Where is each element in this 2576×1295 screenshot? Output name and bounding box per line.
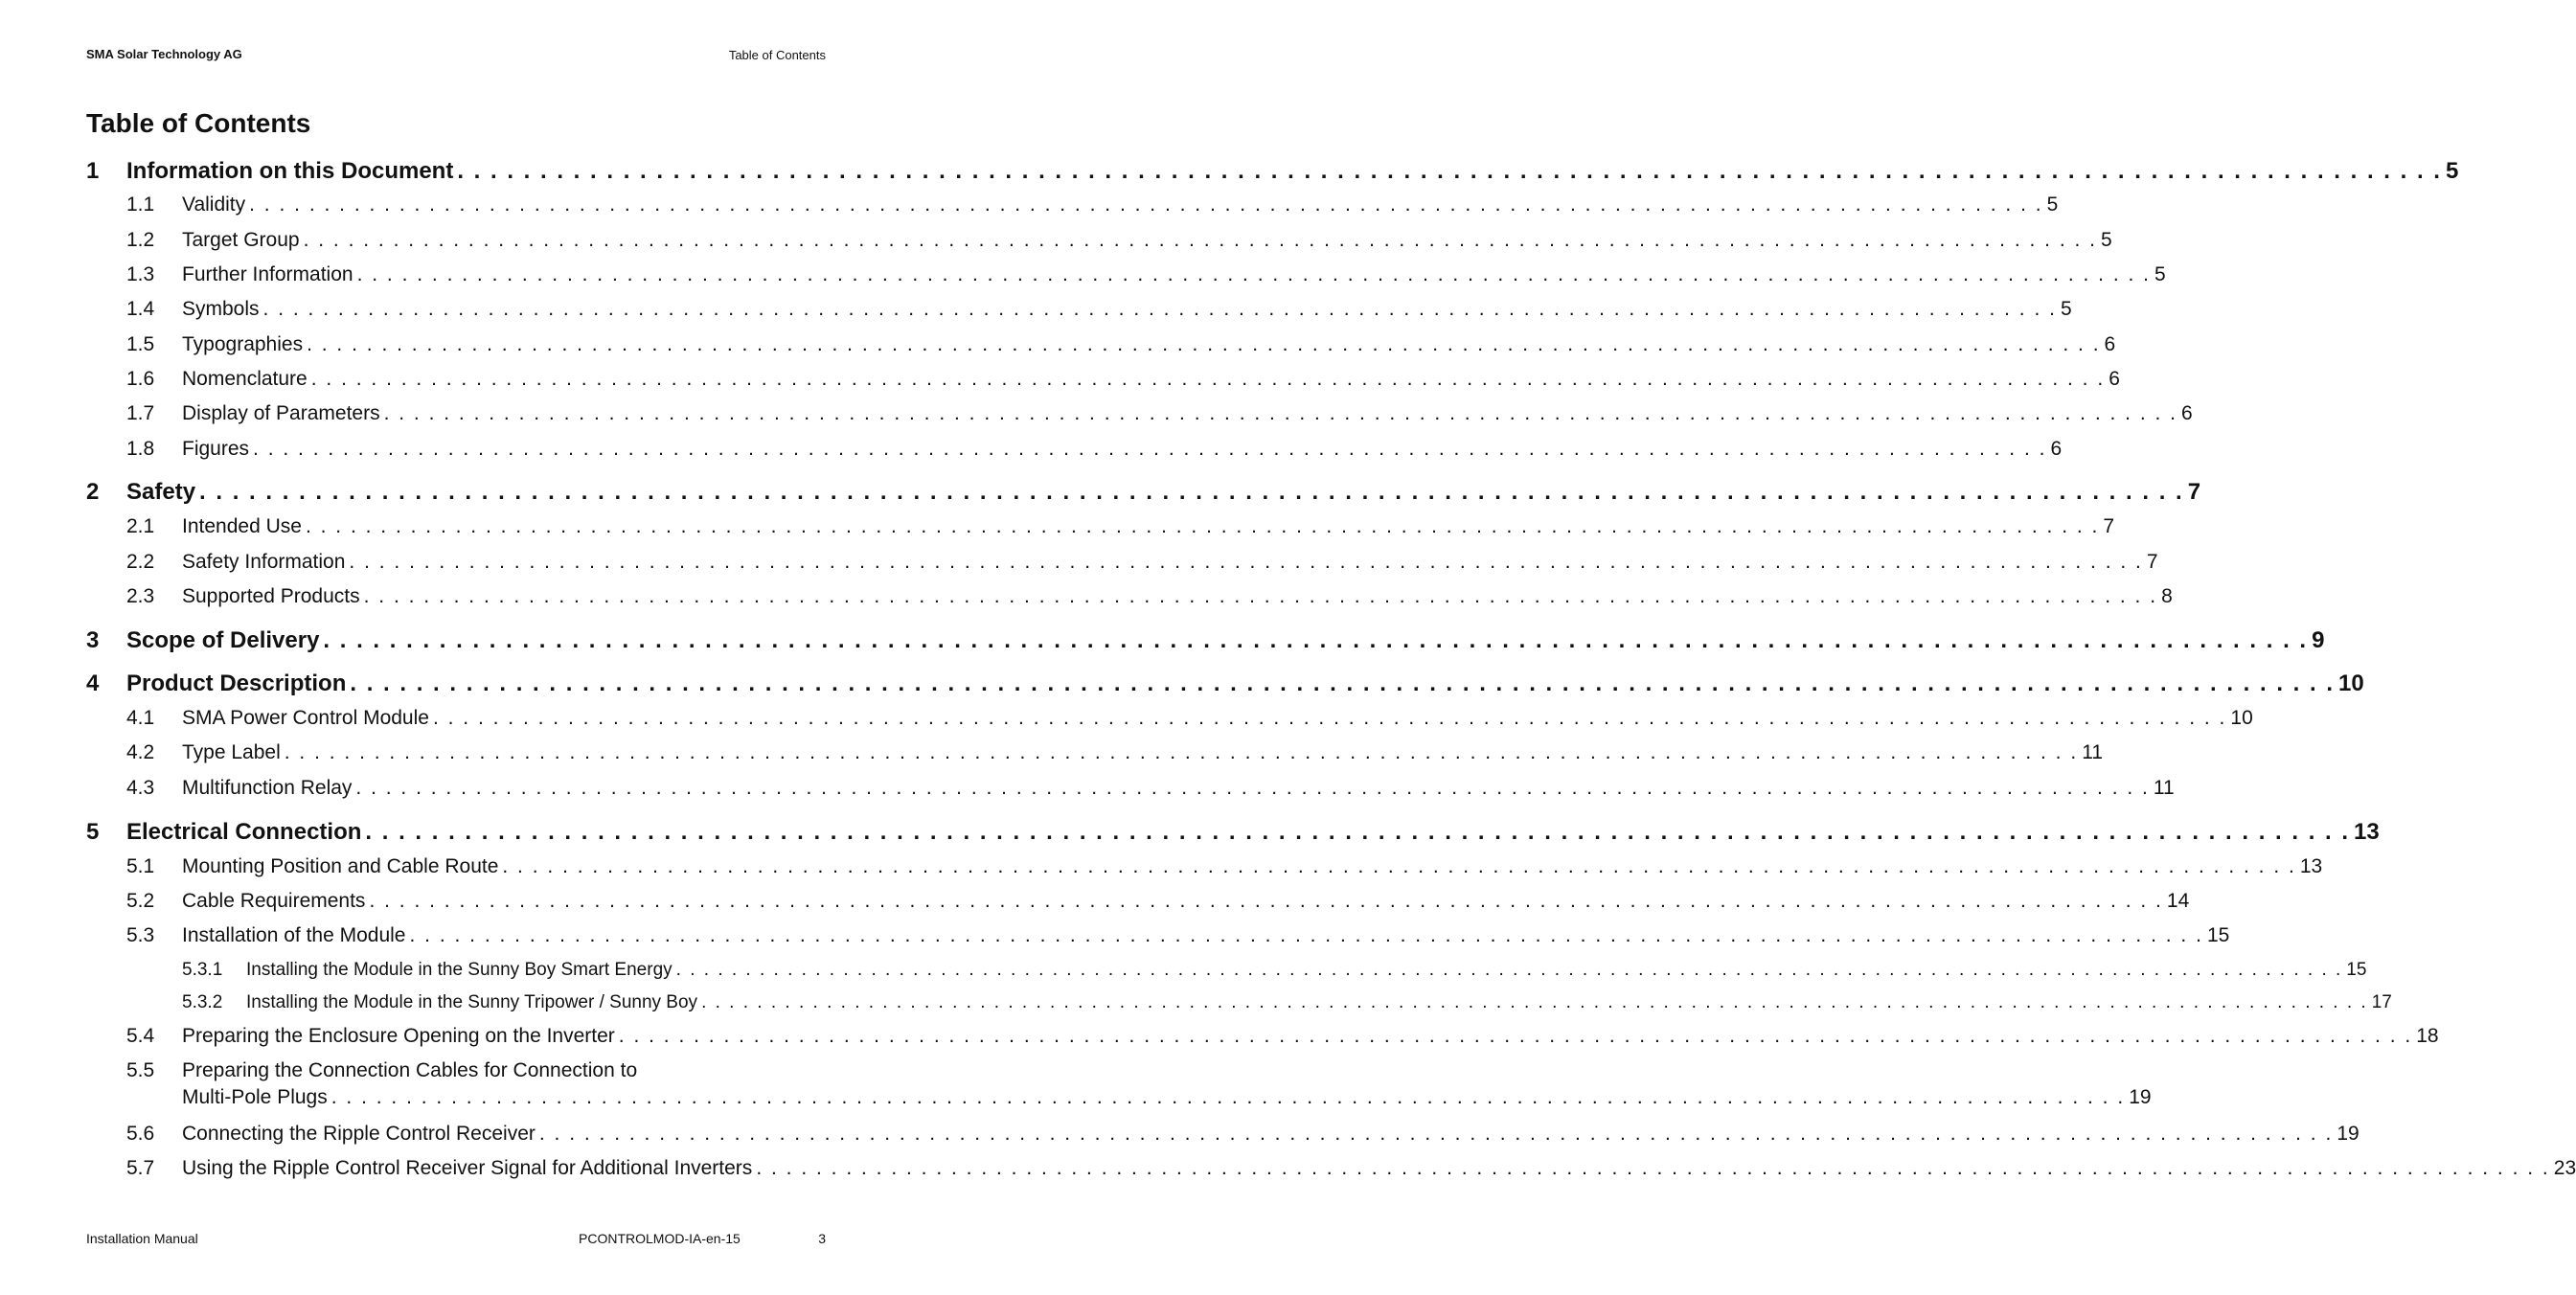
toc-entry-number: 4.2 [126,741,155,763]
toc-entry-page: 15 [2346,960,2367,980]
toc-entry-title: Preparing the Enclosure Opening on the Inverter [182,1025,615,1047]
toc-dot-leader: . . . . . . . . . . . . . . . . . . . . . . . . . . . . . . . . . . . . . . . . . . . . . . . . . . . . . . . . . . . . . . . . . . . . . . . . . . . . . . . . . . . . . . . . . . . . . . . . . . . . . . . . . . . . . . . . . . . . . . . . [349,551,2143,573]
toc-entry-5-3-2[interactable] [86,992,2392,1013]
toc-entry-page: 11 [2082,741,2104,763]
toc-dot-leader: . . . . . . . . . . . . . . . . . . . . . . . . . . . . . . . . . . . . . . . . . . . . . . . . . . . . . . . . . . . . . . . . . . . . . . . . . . . . . . . . . . . . . . . . . . . . . . . . . . . . . . . . . . . . . . . . . . . . . . . . [756,1157,2550,1179]
toc-dot-leader: . . . . . . . . . . . . . . . . . . . . . . . . . . . . . . . . . . . . . . . . . . . . . . . . . . . . . . . . . . . . . . . . . . . . . . . . . . . . . . . . . . . . . . . . . . . . . . . . . . . . . . . . . . . . . . . . . . . . . . . . [303,229,2098,251]
toc-entry-5-7[interactable] [86,1157,2576,1180]
toc-entry-1-3[interactable] [86,263,2166,286]
toc-entry-5-4[interactable] [86,1025,2439,1048]
toc-entry-number: 1 [86,158,100,184]
toc-dot-leader: . . . . . . . . . . . . . . . . . . . . . . . . . . . . . . . . . . . . . . . . . . . . . . . . . . . . . . . . . . . . . . . . . . . . . . . . . . . . . . . . . . . . . . . . . . . . . . . . . . . . . . . . . . . . . . . . . . . . . . . . [305,515,2100,537]
toc-entry-1-6[interactable] [86,368,2120,391]
toc-entry-5-1[interactable] [86,855,2323,878]
toc-dot-leader: . . . . . . . . . . . . . . . . . . . . . . . . . . . . . . . . . . . . . . . . . . . . . . . . . . . . . . . . . . . . . . . . . . . . . . . . . . . . . . . . . . . . . . . . . . . . . . . . . . . . . . . . . . . . . . . . . . . . . . . . [457,158,2442,184]
toc-entry-number: 2.1 [126,515,155,537]
toc-entry-1[interactable] [86,158,2459,185]
toc-entry-title: Safety Information [182,551,346,573]
toc-entry-title: Installation of the Module [182,924,406,946]
toc-entry-page: 7 [2146,551,2158,573]
toc-entry-number: 5.3 [126,924,155,946]
toc-entry-title: Display of Parameters [182,402,380,424]
toc-entry-page: 7 [2103,515,2115,537]
toc-entry-page: 18 [2416,1025,2439,1047]
toc-entry-number: 5.5 [126,1059,155,1081]
toc-entry-number: 1.7 [126,402,155,424]
toc-dot-leader: . . . . . . . . . . . . . . . . . . . . . . . . . . . . . . . . . . . . . . . . . . . . . . . . . . . . . . . . . . . . . . . . . . . . . . . . . . . . . . . . . . . . . . . . . . . . . . . . . . . . . . . . . . . . . . . . . . . . . . . . [369,890,2163,912]
toc-entry-title: Preparing the Connection Cables for Connection to [182,1059,638,1081]
toc-entry-number: 1.1 [126,193,155,216]
toc-dot-leader: . . . . . . . . . . . . . . . . . . . . . . . . . . . . . . . . . . . . . . . . . . . . . . . . . . . . . . . . . . . . . . . . . . . . . . . . . . . . . . . . . . . . . . . . . . . . . . . . . . . . . . . . . . . . . . . . . . . . . . . . [323,627,2309,653]
toc-entry-title: Product Description [126,670,347,696]
toc-entry-number: 5.2 [126,890,155,912]
toc-entry-title: Cable Requirements [182,890,366,912]
toc-entry-title: Symbols [182,298,260,320]
toc-entry-page: 17 [2371,992,2392,1012]
toc-dot-leader: . . . . . . . . . . . . . . . . . . . . . . . . . . . . . . . . . . . . . . . . . . . . . . . . . . . . . . . . . . . . . . . . . . . . . . . . . . . . . . . . . . . . . . . . . . . . . . . . . . . . . . . . . . . . . . . . . . . . . . . . [199,479,2184,505]
toc-entry-title: Target Group [182,229,300,251]
toc-entry-title: Further Information [182,263,353,285]
toc-entry-2[interactable] [86,479,2201,506]
footer-document-name: Installation Manual [86,1231,198,1246]
toc-entry-number: 5.3.2 [182,992,223,1012]
page-title: Table of Contents [86,108,311,138]
footer-document-code: PCONTROLMOD-IA-en-15 [579,1231,741,1246]
toc-entry-title: SMA Power Control Module [182,707,429,729]
toc-entry-number: 5.7 [126,1157,155,1179]
toc-entry-number: 5.1 [126,855,155,877]
toc-dot-leader: . . . . . . . . . . . . . . . . . . . . . . . . . . . . . . . . . . . . . . . . . . . . . . . . . . . . . . . . . . . . . . . . . . . . . . . . . . . . . . . . . . . . . . . . . . . . . . . . . . . . . . . . . . . . . . . . . . . . . . . . [409,924,2203,946]
toc-entry-5-2[interactable] [86,890,2190,913]
toc-dot-leader: . . . . . . . . . . . . . . . . . . . . . . . . . . . . . . . . . . . . . . . . . . . . . . . . . . . . . . . . . . . . . . . . . . . . . . . . . . . . . . . . . . . . . . . . . . . . . . . . . . . . . . . . . . . . . . . . . . . . . . . . [249,193,2043,216]
toc-entry-5-6[interactable] [86,1123,2359,1146]
toc-entry-page: 13 [2354,819,2380,845]
toc-entry-page: 6 [2109,368,2120,390]
toc-entry-number: 2.3 [126,585,155,607]
toc-entry-page: 23 [2553,1157,2576,1179]
toc-entry-1-8[interactable] [86,438,2063,461]
toc-entry-page: 7 [2187,479,2201,505]
toc-entry-4[interactable] [86,670,2364,697]
toc-entry-title: Multifunction Relay [182,777,353,799]
toc-entry-1-7[interactable] [86,402,2193,425]
toc-dot-leader: . . . . . . . . . . . . . . . . . . . . . . . . . . . . . . . . . . . . . . . . . . . . . . . . . . . . . . . . . . . . . . . . . . . . . . . . . . . . . . . . . . . . . . . . . . . . . . . . . . . . . . . . . . . . . . . . . . . . . . . . [284,741,2079,763]
toc-entry-page: 5 [2101,229,2112,251]
toc-entry-title: Electrical Connection [126,819,362,845]
toc-entry-2-3[interactable] [86,585,2173,608]
toc-entry-number: 2 [86,479,100,505]
toc-entry-1-5[interactable] [86,333,2116,356]
toc-entry-page: 10 [2338,670,2364,696]
toc-dot-leader: . . . . . . . . . . . . . . . . . . . . . . . . . . . . . . . . . . . . . . . . . . . . . . . . . . . . . . . . . . . . . . . . . . . . . . . . . . . . . . . . . . . . . . . . . . . . . . . . . . . . . . . . . . . . . . . . . . . . . . . . [331,1086,2126,1108]
toc-entry-title: Installing the Module in the Sunny Tripower / Sunny Boy [246,992,698,1012]
toc-entry-4-1[interactable] [86,707,2253,730]
toc-entry-title: Type Label [182,741,281,763]
toc-entry-page: 15 [2206,924,2230,946]
footer-page-number: 3 [818,1231,826,1246]
toc-entry-title: Scope of Delivery [126,627,320,653]
toc-entry-title: Using the Ripple Control Receiver Signal for Additional Inverters [182,1157,753,1179]
toc-entry-2-1[interactable] [86,515,2115,538]
toc-entry-page: 9 [2312,627,2325,653]
toc-entry-5-3-1[interactable] [86,960,2367,981]
toc-entry-title: Information on this Document [126,158,454,184]
toc-entry-title-continued: Multi-Pole Plugs [182,1086,328,1108]
toc-dot-leader: . . . . . . . . . . . . . . . . . . . . . . . . . . . . . . . . . . . . . . . . . . . . . . . . . . . . . . . . . . . . . . . . . . . . . . . . . . . . . . . . . . . . . . . . . . . . . . . . . . . . . . . . . . . . . . . . . . . . . . . . [502,855,2296,877]
toc-entry-1-4[interactable] [86,298,2072,321]
toc-entry-page: 8 [2161,585,2173,607]
toc-entry-2-2[interactable] [86,551,2158,574]
toc-entry-5[interactable] [86,819,2380,846]
toc-entry-title: Connecting the Ripple Control Receiver [182,1123,536,1145]
toc-dot-leader: . . . . . . . . . . . . . . . . . . . . . . . . . . . . . . . . . . . . . . . . . . . . . . . . . . . . . . . . . . . . . . . . . . . . . . . . . . . . . . . . . . . . . . . . . . . . . . . . . . . . . . . . . . . . . . . . . . . . . . . . [701,992,2368,1012]
toc-entry-page: 10 [2230,707,2253,729]
page-header-company: SMA Solar Technology AG [86,47,242,61]
toc-entry-title: Intended Use [182,515,302,537]
toc-entry-title: Validity [182,193,246,216]
toc-entry-number: 1.2 [126,229,155,251]
toc-entry-number: 1.5 [126,333,155,355]
toc-entry-page: 6 [2104,333,2116,355]
toc-entry-1-2[interactable] [86,229,2112,252]
toc-entry-title: Installing the Module in the Sunny Boy Smart Energy [246,960,672,980]
toc-entry-page: 6 [2050,438,2063,460]
toc-entry-title: Figures [182,438,250,460]
toc-entry-number: 5.4 [126,1025,155,1047]
toc-entry-5-3[interactable] [86,924,2230,947]
toc-entry-number: 3 [86,627,100,653]
toc-dot-leader: . . . . . . . . . . . . . . . . . . . . . . . . . . . . . . . . . . . . . . . . . . . . . . . . . . . . . . . . . . . . . . . . . . . . . . . . . . . . . . . . . . . . . . . . . . . . . . . . . . . . . . . . . . . . . . . . . . . . . . . . [363,585,2158,607]
toc-entry-title: Supported Products [182,585,360,607]
toc-entry-page: 6 [2181,402,2193,424]
toc-entry-number: 1.6 [126,368,155,390]
toc-entry-title: Mounting Position and Cable Route [182,855,499,877]
toc-dot-leader: . . . . . . . . . . . . . . . . . . . . . . . . . . . . . . . . . . . . . . . . . . . . . . . . . . . . . . . . . . . . . . . . . . . . . . . . . . . . . . . . . . . . . . . . . . . . . . . . . . . . . . . . . . . . . . . . . . . . . . . . [355,777,2150,799]
toc-dot-leader: . . . . . . . . . . . . . . . . . . . . . . . . . . . . . . . . . . . . . . . . . . . . . . . . . . . . . . . . . . . . . . . . . . . . . . . . . . . . . . . . . . . . . . . . . . . . . . . . . . . . . . . . . . . . . . . . . . . . . . . . [310,368,2106,390]
toc-entry-page: 5 [2445,158,2459,184]
toc-entry-number: 5.3.1 [182,960,223,980]
toc-entry-number: 4.1 [126,707,155,729]
toc-entry-title: Safety [126,479,196,505]
toc-entry-number: 1.3 [126,263,155,285]
toc-entry-page: 19 [2337,1123,2359,1145]
toc-entry-page: 19 [2129,1086,2152,1108]
toc-dot-leader: . . . . . . . . . . . . . . . . . . . . . . . . . . . . . . . . . . . . . . . . . . . . . . . . . . . . . . . . . . . . . . . . . . . . . . . . . . . . . . . . . . . . . . . . . . . . . . . . . . . . . . . . . . . . . . . . . . . . . . . . [618,1025,2413,1047]
toc-entry-title: Typographies [182,333,304,355]
toc-entry-page: 11 [2153,777,2175,799]
toc-dot-leader: . . . . . . . . . . . . . . . . . . . . . . . . . . . . . . . . . . . . . . . . . . . . . . . . . . . . . . . . . . . . . . . . . . . . . . . . . . . . . . . . . . . . . . . . . . . . . . . . . . . . . . . . . . . . . . . . . . . . . . . . [350,670,2336,696]
toc-entry-4-2[interactable] [86,741,2104,764]
toc-entry-number: 1.4 [126,298,155,320]
toc-entry-number: 5.6 [126,1123,155,1145]
toc-entry-page: 5 [2046,193,2059,216]
toc-entry-number: 4.3 [126,777,155,799]
toc-entry-number: 1.8 [126,438,155,460]
toc-entry-number: 5 [86,819,100,845]
toc-dot-leader: . . . . . . . . . . . . . . . . . . . . . . . . . . . . . . . . . . . . . . . . . . . . . . . . . . . . . . . . . . . . . . . . . . . . . . . . . . . . . . . . . . . . . . . . . . . . . . . . . . . . . . . . . . . . . . . . . . . . . . . . [432,707,2227,729]
toc-entry-page: 13 [2299,855,2323,877]
toc-dot-leader: . . . . . . . . . . . . . . . . . . . . . . . . . . . . . . . . . . . . . . . . . . . . . . . . . . . . . . . . . . . . . . . . . . . . . . . . . . . . . . . . . . . . . . . . . . . . . . . . . . . . . . . . . . . . . . . . . . . . . . . . [307,333,2101,355]
toc-dot-leader: . . . . . . . . . . . . . . . . . . . . . . . . . . . . . . . . . . . . . . . . . . . . . . . . . . . . . . . . . . . . . . . . . . . . . . . . . . . . . . . . . . . . . . . . . . . . . . . . . . . . . . . . . . . . . . . . . . . . . . . . [253,438,2047,460]
page-header-section: Table of Contents [728,48,826,62]
toc-dot-leader: . . . . . . . . . . . . . . . . . . . . . . . . . . . . . . . . . . . . . . . . . . . . . . . . . . . . . . . . . . . . . . . . . . . . . . . . . . . . . . . . . . . . . . . . . . . . . . . . . . . . . . . . . . . . . . . . . . . . . . . . [383,402,2178,424]
toc-entry-title: Nomenclature [182,368,308,390]
toc-entry-number: 4 [86,670,100,696]
toc-entry-5-5[interactable] [86,1059,2152,1109]
toc-entry-page: 5 [2060,298,2072,320]
toc-entry-page: 14 [2166,890,2190,912]
toc-dot-leader: . . . . . . . . . . . . . . . . . . . . . . . . . . . . . . . . . . . . . . . . . . . . . . . . . . . . . . . . . . . . . . . . . . . . . . . . . . . . . . . . . . . . . . . . . . . . . . . . . . . . . . . . . . . . . . . . . . . . . . . . [356,263,2152,285]
toc-entry-3[interactable] [86,627,2325,654]
toc-entry-number: 2.2 [126,551,155,573]
toc-dot-leader: . . . . . . . . . . . . . . . . . . . . . . . . . . . . . . . . . . . . . . . . . . . . . . . . . . . . . . . . . . . . . . . . . . . . . . . . . . . . . . . . . . . . . . . . . . . . . . . . . . . . . . . . . . . . . . . . . . . . . . . . [538,1123,2334,1145]
toc-dot-leader: . . . . . . . . . . . . . . . . . . . . . . . . . . . . . . . . . . . . . . . . . . . . . . . . . . . . . . . . . . . . . . . . . . . . . . . . . . . . . . . . . . . . . . . . . . . . . . . . . . . . . . . . . . . . . . . . . . . . . . . . [262,298,2057,320]
toc-entry-page: 5 [2154,263,2166,285]
toc-dot-leader: . . . . . . . . . . . . . . . . . . . . . . . . . . . . . . . . . . . . . . . . . . . . . . . . . . . . . . . . . . . . . . . . . . . . . . . . . . . . . . . . . . . . . . . . . . . . . . . . . . . . . . . . . . . . . . . . . . . . . . . . [365,819,2351,845]
toc-entry-1-1[interactable] [86,193,2059,216]
toc-entry-4-3[interactable] [86,777,2175,800]
toc-dot-leader: . . . . . . . . . . . . . . . . . . . . . . . . . . . . . . . . . . . . . . . . . . . . . . . . . . . . . . . . . . . . . . . . . . . . . . . . . . . . . . . . . . . . . . . . . . . . . . . . . . . . . . . . . . . . . . . . . . . . . . . . [675,960,2343,980]
